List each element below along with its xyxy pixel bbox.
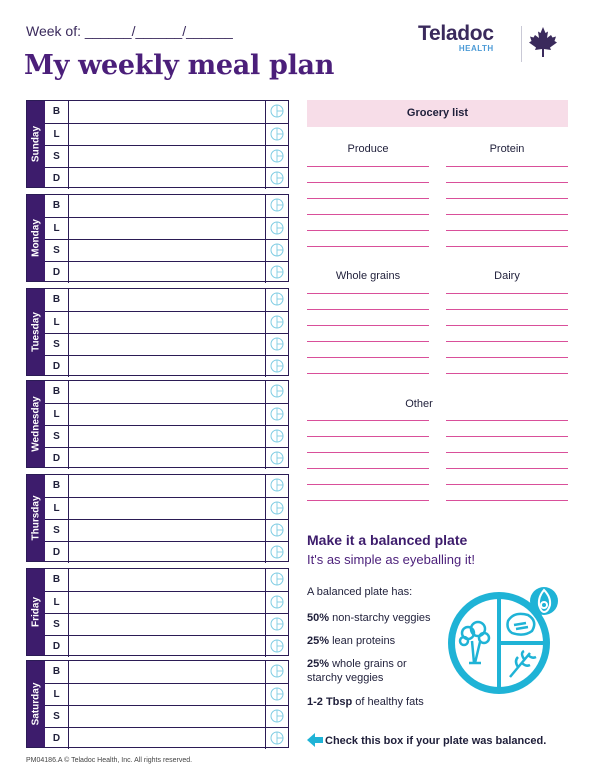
meal-row[interactable] [45,311,288,333]
day-tab [27,569,45,655]
meal-letter: S [45,614,69,635]
meal-row[interactable] [45,217,288,239]
meal-row[interactable] [45,497,288,519]
meal-letter: L [45,218,69,239]
meal-letter: L [45,684,69,705]
check-box-instruction: Check this box if your plate was balanced. [325,735,547,747]
plate-check-icon [270,221,284,235]
meal-row[interactable] [45,355,288,377]
grocery-write-line[interactable] [307,230,429,231]
balanced-plate-checkbox[interactable] [265,728,288,749]
day-tab [27,195,45,281]
day-name: Saturday [30,682,42,726]
grocery-write-line[interactable] [446,214,568,215]
grocery-write-line[interactable] [446,357,568,358]
plate-item-fats: 1-2 Tbsp of healthy fats [307,696,424,708]
day-block-monday [26,194,289,282]
balanced-plate-checkbox[interactable] [265,448,288,469]
page-title: My weekly meal plan [24,50,335,81]
balanced-plate-checkbox[interactable] [265,168,288,189]
grocery-write-line[interactable] [307,484,429,485]
meal-row[interactable] [45,123,288,145]
meal-row[interactable] [45,403,288,425]
grocery-write-line[interactable] [307,452,429,453]
grocery-write-line[interactable] [446,452,568,453]
meal-letter: D [45,356,69,377]
day-tab [27,475,45,561]
balanced-plate-checkbox[interactable] [265,124,288,145]
plate-check-icon [270,617,284,631]
meal-row[interactable] [45,239,288,261]
grocery-write-line[interactable] [446,420,568,421]
grocery-category-produce: Produce [347,143,389,155]
meal-row[interactable] [45,591,288,613]
day-name: Sunday [30,125,42,163]
meal-row[interactable] [45,475,288,497]
plate-check-icon [270,149,284,163]
plate-check-icon [270,265,284,279]
grocery-write-line[interactable] [307,214,429,215]
grocery-write-line[interactable] [307,373,429,374]
balanced-plate-checkbox[interactable] [265,475,288,497]
week-of-field[interactable]: Week of: ______/______/______ [26,23,233,39]
meal-letter: B [45,569,69,591]
grocery-category-whole-grains: Whole grains [335,270,401,282]
balanced-plate-checkbox[interactable] [265,262,288,283]
balanced-plate-checkbox[interactable] [265,498,288,519]
meal-letter: L [45,404,69,425]
balanced-plate-checkbox[interactable] [265,334,288,355]
balanced-plate-checkbox[interactable] [265,706,288,727]
balanced-plate-checkbox[interactable] [265,312,288,333]
balanced-plate-checkbox[interactable] [265,146,288,167]
day-name: Thursday [30,495,42,541]
grocery-write-line[interactable] [446,500,568,501]
meal-letter: S [45,706,69,727]
grocery-write-line[interactable] [446,230,568,231]
logo [418,22,494,53]
meal-row[interactable] [45,425,288,447]
day-tab [27,289,45,375]
plate-check-icon [270,171,284,185]
grocery-category-protein: Protein [489,143,525,155]
grocery-write-line[interactable] [446,468,568,469]
meal-letter: B [45,289,69,311]
plate-check-icon [270,595,284,609]
meal-letter: L [45,592,69,613]
grocery-write-line[interactable] [446,182,568,183]
day-name: Tuesday [30,312,42,352]
day-block-saturday [26,660,289,748]
balanced-plate-checkbox[interactable] [265,240,288,261]
plate-check-icon [270,198,284,212]
grocery-write-line[interactable] [446,436,568,437]
meal-row[interactable] [45,145,288,167]
balanced-plate-checkbox[interactable] [265,289,288,311]
plate-check-icon [270,639,284,653]
day-block-thursday [26,474,289,562]
plate-check-icon [270,359,284,373]
plate-check-icon [270,572,284,586]
meal-letter: L [45,124,69,145]
grocery-write-line[interactable] [446,309,568,310]
meal-letter: D [45,542,69,563]
balanced-plate-subtitle: It's as simple as eyeballing it! [307,552,475,567]
balanced-plate-checkbox[interactable] [265,218,288,239]
meal-row[interactable] [45,195,288,217]
balanced-plate-checkbox[interactable] [265,381,288,403]
balanced-plate-checkbox[interactable] [265,426,288,447]
grocery-write-line[interactable] [307,500,429,501]
day-block-tuesday [26,288,289,376]
meal-row[interactable] [45,333,288,355]
plate-check-icon [270,384,284,398]
plate-check-icon [270,709,284,723]
grocery-write-line[interactable] [446,198,568,199]
grocery-write-line[interactable] [307,166,429,167]
grocery-write-line[interactable] [307,309,429,310]
meal-letter: S [45,520,69,541]
balanced-plate-checkbox[interactable] [265,569,288,591]
meal-letter: S [45,426,69,447]
grocery-write-line[interactable] [307,436,429,437]
meal-row[interactable] [45,167,288,189]
plate-check-icon [270,478,284,492]
grocery-write-line[interactable] [446,166,568,167]
day-tab [27,661,45,747]
grocery-write-line[interactable] [446,246,568,247]
meal-letter: B [45,101,69,123]
balanced-plate-checkbox[interactable] [265,542,288,563]
logo-name: Teladoc [418,22,494,45]
meal-letter: L [45,498,69,519]
grocery-write-line[interactable] [446,484,568,485]
grocery-write-line[interactable] [307,341,429,342]
meal-row[interactable] [45,541,288,563]
meal-row[interactable] [45,101,288,123]
grocery-write-line[interactable] [307,357,429,358]
plate-item-veggies: 50% non-starchy veggies [307,612,431,624]
copyright: PM04186.A © Teladoc Health, Inc. All rights reserved. [26,757,193,764]
meal-row[interactable] [45,289,288,311]
plate-check-icon [270,545,284,559]
meal-row[interactable] [45,635,288,657]
plate-check-icon [270,523,284,537]
grocery-write-line[interactable] [446,373,568,374]
meal-row[interactable] [45,705,288,727]
grocery-write-line[interactable] [307,246,429,247]
balanced-plate-checkbox[interactable] [265,614,288,635]
plate-check-icon [270,501,284,515]
balanced-plate-checkbox[interactable] [265,592,288,613]
grocery-write-line[interactable] [307,468,429,469]
meal-letter: S [45,334,69,355]
meal-row[interactable] [45,569,288,591]
grocery-write-line[interactable] [307,198,429,199]
plate-item-grains: 25% whole grains or [307,658,407,670]
day-name: Wednesday [30,396,42,452]
meal-row[interactable] [45,661,288,683]
day-block-wednesday [26,380,289,468]
grocery-write-line[interactable] [307,325,429,326]
meal-row[interactable] [45,519,288,541]
meal-row[interactable] [45,613,288,635]
plate-check-icon [270,127,284,141]
plate-check-icon [270,664,284,678]
meal-letter: B [45,195,69,217]
plate-check-icon [270,731,284,745]
day-block-friday [26,568,289,656]
meal-letter: D [45,262,69,283]
day-tab [27,101,45,187]
meal-letter: B [45,381,69,403]
grocery-list-header: Grocery list [307,100,568,127]
grocery-category-dairy: Dairy [494,270,520,282]
day-name: Friday [30,596,42,628]
plate-check-icon [270,104,284,118]
meal-letter: L [45,312,69,333]
meal-letter: D [45,448,69,469]
day-name: Monday [30,219,42,257]
plate-check-icon [270,315,284,329]
balanced-plate-checkbox[interactable] [265,404,288,425]
meal-letter: S [45,240,69,261]
meal-letter: B [45,661,69,683]
meal-row[interactable] [45,683,288,705]
balanced-plate-checkbox[interactable] [265,661,288,683]
plate-check-icon [270,243,284,257]
plate-check-icon [270,407,284,421]
grocery-write-line[interactable] [307,293,429,294]
meal-letter: D [45,636,69,657]
balanced-plate-checkbox[interactable] [265,195,288,217]
day-block-sunday [26,100,289,188]
balanced-plate-checkbox[interactable] [265,684,288,705]
meal-letter: D [45,728,69,749]
plate-check-icon [270,687,284,701]
balanced-plate-checkbox[interactable] [265,101,288,123]
balanced-plate-intro: A balanced plate has: [307,586,413,598]
grocery-category-other: Other [405,398,433,410]
plate-check-icon [270,337,284,351]
grocery-write-line[interactable] [446,293,568,294]
balanced-plate-checkbox[interactable] [265,520,288,541]
day-tab [27,381,45,467]
logo-sub: HEALTH [458,44,494,53]
balanced-plate-title: Make it a balanced plate [307,532,468,548]
meal-letter: S [45,146,69,167]
grocery-write-line[interactable] [307,420,429,421]
plate-check-icon [270,292,284,306]
meal-row[interactable] [45,381,288,403]
balanced-plate-checkbox[interactable] [265,356,288,377]
plate-check-icon [270,429,284,443]
meal-row[interactable] [45,727,288,749]
logo-divider [521,26,522,62]
arrow-left-icon [307,733,323,747]
grocery-write-line[interactable] [446,325,568,326]
meal-row[interactable] [45,447,288,469]
maple-leaf-icon [528,26,558,58]
plate-check-icon [270,451,284,465]
balanced-plate-icon [444,581,564,701]
meal-letter: D [45,168,69,189]
meal-row[interactable] [45,261,288,283]
grocery-write-line[interactable] [307,182,429,183]
grocery-write-line[interactable] [446,341,568,342]
plate-item-proteins: 25% lean proteins [307,635,396,647]
balanced-plate-checkbox[interactable] [265,636,288,657]
plate-item-grains-cont: starchy veggies [307,672,384,684]
meal-letter: B [45,475,69,497]
